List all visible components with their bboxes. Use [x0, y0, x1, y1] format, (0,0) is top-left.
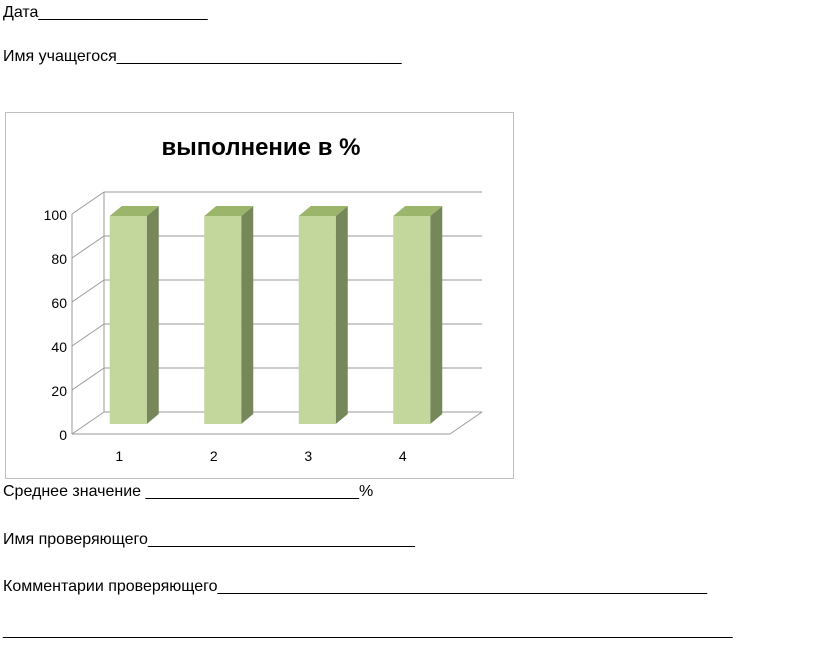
bar-3 — [299, 206, 348, 424]
gridline-diagonal — [72, 192, 104, 214]
y-axis-ticks — [44, 207, 68, 443]
y-tick-label: 60 — [51, 295, 67, 311]
reviewer-name-field[interactable]: Имя проверяющего______________________________ — [3, 531, 415, 548]
chart-title: выполнение в % — [161, 134, 361, 161]
bar-side — [430, 206, 442, 424]
gridline-diagonal — [72, 368, 104, 390]
bar-2 — [204, 206, 253, 424]
chart-container — [5, 112, 514, 479]
gridline-diagonal — [72, 324, 104, 346]
bar-front — [204, 216, 241, 424]
y-tick-label: 40 — [51, 339, 67, 355]
y-tick-label: 100 — [43, 207, 67, 223]
average-value-field[interactable]: Среднее значение ________________________% — [3, 483, 374, 500]
bar-side — [336, 206, 348, 424]
bar-front — [299, 216, 336, 424]
comments-continuation-line[interactable]: __________________________________________________________________________________ — [3, 622, 733, 639]
chart-bars — [110, 206, 443, 424]
y-tick-label: 20 — [51, 383, 67, 399]
x-tick-label: 1 — [115, 448, 124, 464]
y-tick-label: 0 — [59, 427, 67, 443]
student-name-field[interactable]: Имя учащегося________________________________ — [3, 48, 402, 65]
bar-front — [110, 216, 147, 424]
bar-chart — [6, 113, 515, 480]
floor-side-edge — [450, 412, 482, 434]
date-field[interactable]: Дата___________________ — [3, 4, 208, 21]
gridline-diagonal — [72, 236, 104, 258]
bar-side — [241, 206, 253, 424]
bar-1 — [110, 206, 159, 424]
gridline-diagonal — [72, 412, 104, 434]
gridline-diagonal — [72, 280, 104, 302]
x-tick-label: 3 — [304, 448, 313, 464]
reviewer-comments-field[interactable]: Комментарии проверяющего_______________________________________________________ — [3, 578, 707, 595]
x-tick-label: 2 — [209, 448, 218, 464]
x-tick-label: 4 — [398, 448, 407, 464]
bar-side — [147, 206, 159, 424]
bar-4 — [393, 206, 442, 424]
y-tick-label: 80 — [51, 251, 67, 267]
x-axis-ticks — [115, 448, 407, 464]
bar-front — [393, 216, 430, 424]
